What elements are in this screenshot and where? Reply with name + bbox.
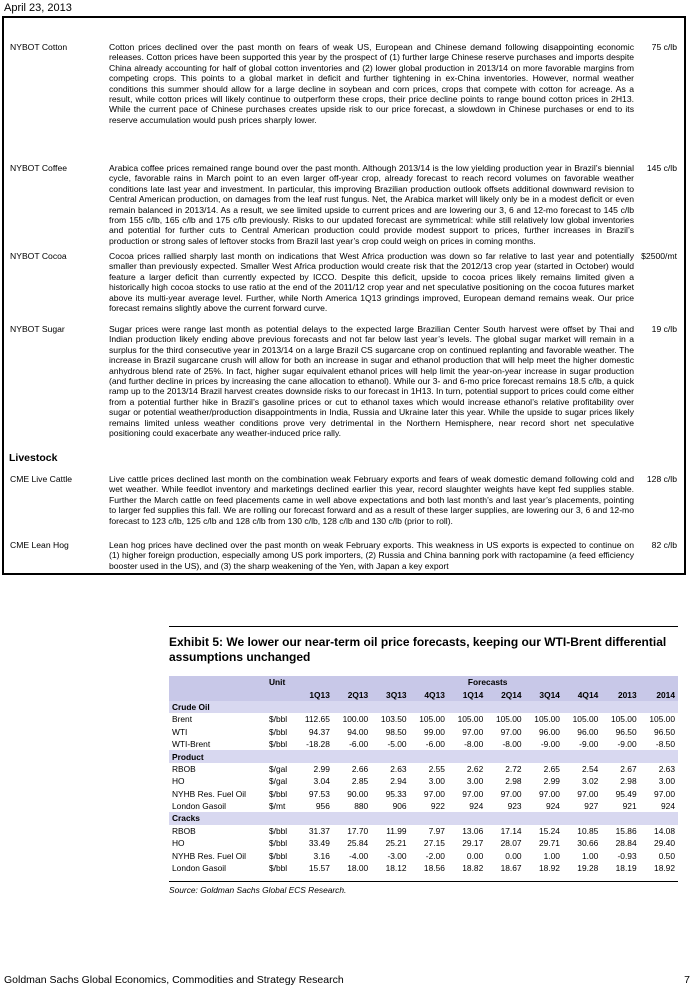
row-unit: $/bbl bbox=[268, 714, 288, 725]
page-number: 7 bbox=[684, 974, 690, 986]
column-header: 4Q13 bbox=[424, 689, 445, 700]
commodity-label: NYBOT Sugar bbox=[10, 324, 65, 334]
column-header: 3Q13 bbox=[386, 689, 407, 700]
table-cell: 921 bbox=[622, 801, 637, 812]
table-cell: 14.08 bbox=[654, 825, 675, 836]
table-cell: 906 bbox=[392, 801, 407, 812]
footer-publisher: Goldman Sachs Global Economics, Commodities and Strategy Research bbox=[4, 974, 344, 986]
table-cell: 29.40 bbox=[654, 838, 675, 849]
row-label: London Gasoil bbox=[172, 801, 227, 812]
column-header: 3Q14 bbox=[539, 689, 560, 700]
table-row bbox=[169, 788, 678, 800]
row-label: WTI bbox=[172, 726, 188, 737]
row-label: WTI-Brent bbox=[172, 739, 211, 750]
row-label: RBOB bbox=[172, 763, 196, 774]
oil-forecast-table bbox=[169, 676, 678, 874]
table-cell: 11.99 bbox=[386, 825, 407, 836]
table-cell: 18.92 bbox=[654, 863, 675, 874]
table-cell: 112.65 bbox=[304, 714, 330, 725]
table-cell: 2.66 bbox=[351, 763, 369, 774]
header-spacer bbox=[169, 676, 266, 688]
table-cell: 17.14 bbox=[500, 825, 522, 836]
exhibit-source: Source: Goldman Sachs Global ECS Research. bbox=[169, 881, 678, 895]
commodity-label: NYBOT Coffee bbox=[10, 163, 68, 173]
table-cell: 27.15 bbox=[423, 838, 445, 849]
table-cell: 2.63 bbox=[390, 763, 407, 774]
table-cell: 18.67 bbox=[500, 863, 522, 874]
commodity-forecast: $2500/mt bbox=[641, 251, 677, 261]
table-cell: 105.00 bbox=[534, 714, 560, 725]
table-row bbox=[169, 763, 678, 775]
header-spacer bbox=[410, 676, 448, 688]
table-cell: 18.19 bbox=[615, 863, 637, 874]
table-cell: 29.17 bbox=[462, 838, 484, 849]
table-cell: 0.00 bbox=[466, 850, 484, 861]
column-header: 2014 bbox=[656, 689, 675, 700]
commodity-forecast: 19 c/lb bbox=[651, 324, 677, 334]
commodity-forecast: 128 c/lb bbox=[646, 474, 677, 484]
commodity-commentary: Cocoa prices rallied sharply last month on indications that West Africa production was down so far relative to last year and potentially smaller than previously expected. Smaller West Africa production would create risk that the 2012/13 crop year (started in October) would feature a larger deficit than currently expected by ICCO. Despite this deficit, upside to cocoa prices likely remains limited given a historically high cocoa stocks to use ratio at the end of the 2011/12 crop year and net speculative positioning on the cocoa futures market above its multi-year average level. Further, while North America 1Q13 grindings improved, European demand remains weak. Our price forecast remains slightly above the current forward curve. bbox=[109, 251, 634, 314]
commodity-commentary: Arabica coffee prices remained range bound over the past month. Although 2013/14 is the low yielding production year in Brazil’s biennial cycle, favorable rains in March point to an even larger off-year crop, already forecast to reach record volumes on favorable weather conditions late last year and investment. In particular, this improving Brazilian production outlook offsets additional downward revision to Central American production, on damages from the leaf rust fungus. Net, the Arabica market will likely only be in a modest deficit or even remain balanced in 2013/14. As a result, we see limited upside to current prices and are lowering our 3, 6 and 12-mo forecast to 145 c/lb from 155 c/lb, 165 c/lb and 175 c/lb previously. Risks to our updated forecast are symmetrical: while still relatively low global inventories and potential for further cuts to Central American production could provide modest support to prices, further increases in Brazil’s production or strong sales of leftover stocks from Brazil last year’s crop could weigh on prices in coming months. bbox=[109, 163, 634, 246]
table-cell: -8.00 bbox=[502, 739, 522, 750]
table-cell: 105.00 bbox=[649, 714, 675, 725]
table-cell: 97.00 bbox=[462, 788, 484, 799]
table-cell: 103.50 bbox=[380, 714, 407, 725]
commodity-commentary: Sugar prices were range last month as potential delays to the expected large Brazilian Center South harvest were offset by Thai and Indian production likely ending above previous forecasts and not far below last year’s levels. The global sugar market will remain in a surplus for the third consecutive year in 2013/14 on a large Brazil CS sugarcane crop on continued replanting and favorable weather. The increase in Brazil sugarcane crush will allow for both an increase in sugar and ethanol production that will help meet the higher domestic anhydrous blend rate of 25%. In fact, higher sugar equivalent ethanol prices will help limit the year-on-year increase in sugar production (and further decline in prices by increasing the cane allocation to ethanol). While our 3- and 6-mo price forecast remains 18.5 c/lb, a quick ramp up to the 2013/14 Brazil harvest creates downside risks to our forecast in 1H13. In turn, potential support to prices could come either from a potential further hike in Brazil’s gasoline prices or cut to ethanol taxes which would increase ethanol’s relative profitability over sugar or potential weather/production disappointments in India, Russia and Ukraine later this year. While the upside to sugar prices likely remains limited unless weather conditions prove very detrimental in the Northern Hemisphere, near record short net speculative positioning could exacerbate any weather-induced price rally. bbox=[109, 324, 634, 439]
table-cell: 956 bbox=[315, 801, 330, 812]
table-cell: 25.84 bbox=[347, 838, 369, 849]
row-unit: $/mt bbox=[268, 801, 286, 812]
table-cell: 28.07 bbox=[500, 838, 522, 849]
row-unit: $/bbl bbox=[268, 825, 288, 836]
table-cell: 1.00 bbox=[581, 850, 599, 861]
table-column-row bbox=[169, 688, 678, 700]
table-cell: 2.98 bbox=[505, 776, 522, 787]
table-cell: 105.00 bbox=[495, 714, 522, 725]
exhibit-header bbox=[169, 626, 678, 664]
table-cell: 2.98 bbox=[620, 776, 637, 787]
table-cell: 97.00 bbox=[577, 788, 599, 799]
table-row bbox=[169, 862, 678, 874]
table-cell: 3.02 bbox=[581, 776, 599, 787]
table-cell: 0.00 bbox=[505, 850, 522, 861]
header-spacer bbox=[266, 688, 295, 700]
table-cell: 19.28 bbox=[577, 863, 599, 874]
column-header: 2013 bbox=[617, 689, 637, 700]
row-unit: $/bbl bbox=[268, 788, 288, 799]
group-label: Product bbox=[172, 751, 204, 762]
table-cell: 922 bbox=[430, 801, 445, 812]
table-cell: 2.65 bbox=[543, 763, 560, 774]
table-cell: 90.00 bbox=[347, 788, 369, 799]
table-cell: 17.70 bbox=[347, 825, 369, 836]
table-cell: 924 bbox=[545, 801, 560, 812]
table-cell: 2.63 bbox=[658, 763, 675, 774]
table-cell: 2.85 bbox=[351, 776, 369, 787]
table-cell: -6.00 bbox=[349, 739, 369, 750]
table-cell: 94.37 bbox=[308, 726, 330, 737]
row-unit: $/gal bbox=[268, 776, 288, 787]
table-cell: -5.00 bbox=[387, 739, 407, 750]
table-cell: 33.49 bbox=[308, 838, 330, 849]
table-cell: 1.00 bbox=[543, 850, 560, 861]
row-label: HO bbox=[172, 838, 185, 849]
table-cell: 98.50 bbox=[385, 726, 407, 737]
table-cell: -8.50 bbox=[655, 739, 675, 750]
header-spacer bbox=[295, 676, 333, 688]
row-unit: $/bbl bbox=[268, 863, 288, 874]
table-cell: -3.00 bbox=[387, 850, 407, 861]
commodity-commentary-box bbox=[2, 16, 686, 575]
header-spacer bbox=[169, 688, 266, 700]
table-cell: 97.53 bbox=[308, 788, 330, 799]
table-cell: 2.99 bbox=[543, 776, 560, 787]
table-header-row bbox=[169, 676, 678, 688]
table-cell: 97.00 bbox=[500, 788, 522, 799]
table-cell: -9.00 bbox=[617, 739, 637, 750]
column-header: 1Q14 bbox=[462, 689, 484, 700]
commodity-forecast: 75 c/lb bbox=[651, 42, 677, 52]
table-cell: 2.99 bbox=[313, 763, 330, 774]
table-cell: 99.00 bbox=[423, 726, 445, 737]
table-cell: 105.00 bbox=[419, 714, 445, 725]
table-cell: 2.62 bbox=[466, 763, 484, 774]
table-cell: 96.00 bbox=[538, 726, 560, 737]
table-cell: -9.00 bbox=[579, 739, 599, 750]
table-group-row bbox=[169, 812, 678, 824]
table-cell: -0.93 bbox=[617, 850, 637, 861]
table-cell: 97.00 bbox=[462, 726, 484, 737]
row-label: NYHB Res. Fuel Oil bbox=[172, 850, 246, 861]
table-cell: 97.00 bbox=[654, 788, 675, 799]
table-cell: 94.00 bbox=[347, 726, 369, 737]
table-cell: 18.12 bbox=[385, 863, 407, 874]
table-cell: 10.85 bbox=[577, 825, 599, 836]
table-cell: 2.54 bbox=[581, 763, 599, 774]
table-cell: 13.06 bbox=[462, 825, 484, 836]
row-unit: $/bbl bbox=[268, 838, 288, 849]
table-cell: 25.21 bbox=[385, 838, 407, 849]
table-cell: 28.84 bbox=[615, 838, 637, 849]
table-cell: 97.00 bbox=[538, 788, 560, 799]
table-row bbox=[169, 726, 678, 738]
group-label: Cracks bbox=[172, 813, 200, 824]
table-cell: 2.94 bbox=[390, 776, 407, 787]
unit-header: Unit bbox=[268, 677, 286, 688]
row-unit: $/gal bbox=[268, 763, 288, 774]
table-cell: 924 bbox=[469, 801, 484, 812]
table-cell: 923 bbox=[507, 801, 522, 812]
table-cell: 96.50 bbox=[654, 726, 675, 737]
table-cell: 29.71 bbox=[538, 838, 560, 849]
table-cell: -2.00 bbox=[425, 850, 445, 861]
commodity-label: NYBOT Cotton bbox=[10, 42, 68, 52]
table-cell: 18.82 bbox=[462, 863, 484, 874]
table-cell: 880 bbox=[354, 801, 369, 812]
column-header: 2Q14 bbox=[501, 689, 522, 700]
table-cell: -8.00 bbox=[464, 739, 484, 750]
table-cell: -18.28 bbox=[306, 739, 330, 750]
table-cell: 3.00 bbox=[466, 776, 484, 787]
table-cell: 15.24 bbox=[538, 825, 560, 836]
row-label: London Gasoil bbox=[172, 863, 227, 874]
table-cell: -4.00 bbox=[349, 850, 369, 861]
table-cell: 96.00 bbox=[577, 726, 599, 737]
table-row bbox=[169, 738, 678, 750]
row-label: NYHB Res. Fuel Oil bbox=[172, 788, 246, 799]
table-cell: 2.55 bbox=[428, 763, 445, 774]
column-header: 1Q13 bbox=[309, 689, 330, 700]
table-cell: 97.00 bbox=[500, 726, 522, 737]
table-cell: 18.00 bbox=[347, 863, 369, 874]
table-row bbox=[169, 837, 678, 849]
section-heading-livestock: Livestock bbox=[9, 452, 58, 464]
column-header: 4Q14 bbox=[577, 689, 599, 700]
table-cell: 18.56 bbox=[423, 863, 445, 874]
table-row bbox=[169, 825, 678, 837]
row-unit: $/bbl bbox=[268, 739, 288, 750]
table-row bbox=[169, 800, 678, 812]
row-label: Brent bbox=[172, 714, 193, 725]
table-cell: 2.72 bbox=[505, 763, 522, 774]
table-row bbox=[169, 849, 678, 861]
table-cell: 15.86 bbox=[615, 825, 637, 836]
table-cell: -6.00 bbox=[425, 739, 445, 750]
table-cell: 31.37 bbox=[308, 825, 330, 836]
table-cell: 3.00 bbox=[658, 776, 675, 787]
forecasts-header: Forecasts bbox=[467, 677, 508, 688]
table-group-row bbox=[169, 701, 678, 713]
commodity-forecast: 145 c/lb bbox=[646, 163, 677, 173]
report-date: April 23, 2013 bbox=[4, 2, 72, 14]
table-cell: 7.97 bbox=[428, 825, 445, 836]
table-cell: 95.33 bbox=[385, 788, 407, 799]
table-cell: 96.50 bbox=[615, 726, 637, 737]
commodity-commentary: Lean hog prices have declined over the past month on weak February exports. This weakness in US exports is expected to continue on (1) higher foreign production, especially among US pork importers, (2) Russia and China banning pork with ractopamine (a feed efficiency booster used in the US), and (3) the sharp weakening of the Yen, with Japan a key export bbox=[109, 540, 634, 571]
table-cell: 0.50 bbox=[658, 850, 675, 861]
table-cell: 105.00 bbox=[610, 714, 637, 725]
commodity-label: NYBOT Cocoa bbox=[10, 251, 67, 261]
header-spacer bbox=[371, 676, 409, 688]
commodity-label: CME Live Cattle bbox=[10, 474, 73, 484]
table-cell: 3.00 bbox=[428, 776, 445, 787]
table-cell: 18.92 bbox=[538, 863, 560, 874]
table-cell: 924 bbox=[661, 801, 675, 812]
row-unit: $/bbl bbox=[268, 850, 288, 861]
table-cell: 2.67 bbox=[620, 763, 637, 774]
table-cell: 30.66 bbox=[577, 838, 599, 849]
group-label: Crude Oil bbox=[172, 701, 210, 712]
commodity-commentary: Cotton prices declined over the past month on fears of weak US, European and Chinese demand following disappointing economic releases. Cotton prices have been supported this year by the prospect of (1) further large Chinese reserve purchases and imports despite China already accounting for half of global cotton inventories and (2) lower global production in 2013/14 on more favorable margins from competing crops. This points to a global market in deficit and further tightening in ex-China inventories. However, normal weather conditions this summer should allow for a large decline in soybean and corn prices, crops that compete with cotton for acreage. As a result, while cotton prices will likely continue to outperform these crops, their price decline points to range bound cotton prices in 2H13. While the current pace of Chinese purchases creates upside risk to our price forecast, a slowdown in Chinese purchases or end to its reserve accumulation would push prices sharply lower. bbox=[109, 42, 634, 125]
table-cell: 3.16 bbox=[313, 850, 330, 861]
exhibit-title: Exhibit 5: We lower our near-term oil price forecasts, keeping our WTI-Brent differential assumptions unchanged bbox=[169, 626, 678, 664]
table-cell: -9.00 bbox=[540, 739, 560, 750]
table-cell: 95.49 bbox=[615, 788, 637, 799]
table-cell: 15.57 bbox=[308, 863, 330, 874]
row-label: RBOB bbox=[172, 825, 196, 836]
table-cell: 105.00 bbox=[457, 714, 484, 725]
column-header: 2Q13 bbox=[347, 689, 369, 700]
commodity-label: CME Lean Hog bbox=[10, 540, 69, 550]
table-row bbox=[169, 775, 678, 787]
table-row bbox=[169, 713, 678, 725]
header-spacer bbox=[333, 676, 371, 688]
commodity-commentary: Live cattle prices declined last month on the combination weak February exports and fears of weak domestic demand following cold and wet weather. While feedlot inventory and marketings declined earlier this year, record slaughter weights have kept fed supplies stable. Further the March cattle on feed placements came in well above expectations and both last month’s and last year’s placements, pointing to larger fed supplies this fall. We are rolling our forecast forward and as a result of these larger supplies, are lowering our 3, 6 and 12-mo forecast to 123 c/lb, 125 c/lb and 128 c/lb from 130 c/lb, 128 c/lb and 130 c/lb (prior to roll). bbox=[109, 474, 634, 526]
table-group-row bbox=[169, 750, 678, 762]
row-unit: $/bbl bbox=[268, 726, 288, 737]
commodity-forecast: 82 c/lb bbox=[651, 540, 677, 550]
table-cell: 927 bbox=[584, 801, 599, 812]
row-label: HO bbox=[172, 776, 185, 787]
table-cell: 3.04 bbox=[313, 776, 330, 787]
table-cell: 100.00 bbox=[342, 714, 369, 725]
table-cell: 97.00 bbox=[423, 788, 445, 799]
table-cell: 105.00 bbox=[572, 714, 599, 725]
